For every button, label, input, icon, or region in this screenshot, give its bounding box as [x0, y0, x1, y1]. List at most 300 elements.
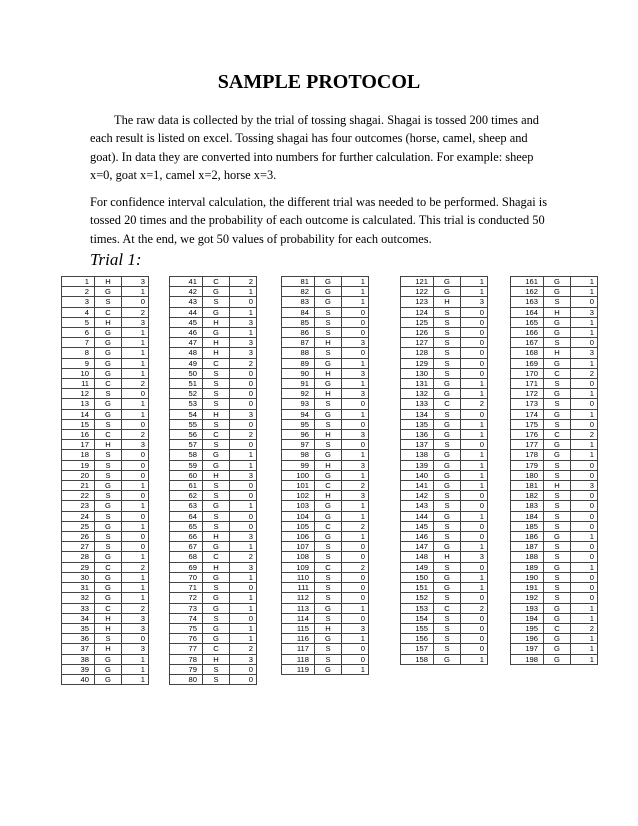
outcome-cell: S [544, 572, 571, 582]
outcome-cell: S [434, 368, 461, 378]
value-cell: 1 [122, 521, 149, 531]
table-row [401, 277, 488, 287]
value-cell: 1 [461, 450, 488, 460]
intro-line-4: x=0, goat x=1, camel x=2, horse x=3. [90, 167, 277, 182]
trial-number-cell: 66 [170, 532, 203, 542]
value-cell: 1 [571, 634, 598, 644]
trial-number-cell: 198 [511, 654, 544, 664]
value-cell: 1 [230, 572, 257, 582]
table-row [282, 623, 369, 633]
outcome-cell: G [315, 450, 342, 460]
outcome-cell: H [95, 613, 122, 623]
outcome-cell: G [544, 317, 571, 327]
data-table-5 [510, 276, 598, 665]
outcome-cell: S [95, 542, 122, 552]
outcome-cell: S [544, 552, 571, 562]
outcome-cell: G [434, 481, 461, 491]
table-row [170, 664, 257, 674]
value-cell: 0 [122, 634, 149, 644]
trial-number-cell: 92 [282, 389, 315, 399]
trial-number-cell: 190 [511, 572, 544, 582]
outcome-cell: G [544, 287, 571, 297]
table-row [62, 593, 149, 603]
trial-number-cell: 129 [401, 358, 434, 368]
trial-number-cell: 132 [401, 389, 434, 399]
outcome-cell: H [95, 440, 122, 450]
value-cell: 0 [571, 583, 598, 593]
intro-line-2: each result is listed on excel. Tossing shagai has four outcomes (horse, camel, sheep and [90, 131, 528, 146]
value-cell: 1 [342, 277, 369, 287]
outcome-cell: G [315, 297, 342, 307]
table-row [170, 450, 257, 460]
trial-number-cell: 145 [401, 521, 434, 531]
value-cell: 1 [122, 593, 149, 603]
outcome-cell: S [544, 542, 571, 552]
value-cell: 0 [342, 542, 369, 552]
table-row [511, 532, 598, 542]
table-row [170, 307, 257, 317]
value-cell: 0 [230, 481, 257, 491]
table-row [282, 511, 369, 521]
table-row [511, 562, 598, 572]
table-row [401, 409, 488, 419]
trial-number-cell: 72 [170, 593, 203, 603]
trial-number-cell: 192 [511, 593, 544, 603]
value-cell: 2 [122, 307, 149, 317]
outcome-cell: S [434, 613, 461, 623]
trial-number-cell: 135 [401, 419, 434, 429]
document-title: SAMPLE PROTOCOL [217, 71, 421, 93]
table-row [401, 348, 488, 358]
outcome-cell: S [434, 562, 461, 572]
value-cell: 0 [122, 419, 149, 429]
outcome-cell: H [203, 654, 230, 664]
trial-number-cell: 175 [511, 419, 544, 429]
table-row [511, 501, 598, 511]
trial-number-cell: 39 [62, 664, 95, 674]
table-row [401, 511, 488, 521]
trial-number-cell: 188 [511, 552, 544, 562]
value-cell: 0 [571, 399, 598, 409]
trial-number-cell: 148 [401, 552, 434, 562]
table-row [62, 409, 149, 419]
value-cell: 3 [122, 277, 149, 287]
trial-number-cell: 43 [170, 297, 203, 307]
table-row [511, 348, 598, 358]
outcome-cell: S [315, 317, 342, 327]
table-row [282, 358, 369, 368]
outcome-cell: G [95, 409, 122, 419]
table-row [282, 389, 369, 399]
trial-number-cell: 68 [170, 552, 203, 562]
trial-number-cell: 73 [170, 603, 203, 613]
outcome-cell: S [203, 297, 230, 307]
outcome-cell: S [315, 419, 342, 429]
value-cell: 0 [571, 379, 598, 389]
table-row [62, 450, 149, 460]
outcome-cell: G [315, 532, 342, 542]
outcome-cell: G [203, 328, 230, 338]
outcome-cell: S [203, 389, 230, 399]
outcome-cell: G [544, 532, 571, 542]
value-cell: 2 [230, 430, 257, 440]
outcome-cell: G [315, 379, 342, 389]
trial-number-cell: 161 [511, 277, 544, 287]
table-row [401, 654, 488, 664]
table-row [401, 379, 488, 389]
outcome-cell: S [544, 491, 571, 501]
table-row [62, 430, 149, 440]
trial-number-cell: 77 [170, 644, 203, 654]
table-row [282, 379, 369, 389]
table-row [282, 460, 369, 470]
value-cell: 2 [571, 623, 598, 633]
table-row [282, 409, 369, 419]
value-cell: 2 [342, 481, 369, 491]
outcome-cell: G [95, 287, 122, 297]
trial-number-cell: 12 [62, 389, 95, 399]
trial-number-cell: 93 [282, 399, 315, 409]
trial-number-cell: 149 [401, 562, 434, 572]
trial-number-cell: 123 [401, 297, 434, 307]
table-row [62, 562, 149, 572]
table-row [282, 542, 369, 552]
table-row [511, 379, 598, 389]
table-row [282, 348, 369, 358]
value-cell: 0 [461, 532, 488, 542]
value-cell: 1 [461, 572, 488, 582]
value-cell: 1 [230, 450, 257, 460]
outcome-cell: G [203, 634, 230, 644]
outcome-cell: S [315, 572, 342, 582]
trial-number-cell: 18 [62, 450, 95, 460]
outcome-cell: S [544, 419, 571, 429]
value-cell: 1 [122, 552, 149, 562]
trial-number-cell: 126 [401, 328, 434, 338]
value-cell: 0 [230, 440, 257, 450]
table-row [282, 368, 369, 378]
value-cell: 3 [122, 317, 149, 327]
outcome-cell: H [434, 552, 461, 562]
table-row [282, 470, 369, 480]
table-row [170, 583, 257, 593]
trial-number-cell: 91 [282, 379, 315, 389]
trial-number-cell: 1 [62, 277, 95, 287]
value-cell: 1 [342, 287, 369, 297]
outcome-cell: C [203, 277, 230, 287]
table-row [62, 470, 149, 480]
table-row [282, 501, 369, 511]
value-cell: 2 [342, 521, 369, 531]
table-row [282, 399, 369, 409]
trial-number-cell: 32 [62, 593, 95, 603]
table-row [170, 338, 257, 348]
outcome-cell: H [315, 430, 342, 440]
value-cell: 0 [230, 521, 257, 531]
value-cell: 1 [230, 634, 257, 644]
value-cell: 0 [230, 389, 257, 399]
table-row [62, 491, 149, 501]
value-cell: 0 [461, 317, 488, 327]
table-row [401, 644, 488, 654]
value-cell: 1 [571, 409, 598, 419]
table-row [62, 583, 149, 593]
outcome-cell: G [315, 287, 342, 297]
value-cell: 0 [122, 460, 149, 470]
data-table-1 [61, 276, 149, 685]
outcome-cell: H [203, 409, 230, 419]
trial-number-cell: 186 [511, 532, 544, 542]
table-row [401, 358, 488, 368]
table-row [62, 603, 149, 613]
trial-number-cell: 55 [170, 419, 203, 429]
table-row [62, 368, 149, 378]
table-row [401, 287, 488, 297]
value-cell: 0 [461, 634, 488, 644]
outcome-cell: G [434, 460, 461, 470]
table-row [62, 664, 149, 674]
trial-number-cell: 60 [170, 470, 203, 480]
value-cell: 3 [461, 552, 488, 562]
table-row [511, 613, 598, 623]
table-row [511, 603, 598, 613]
outcome-cell: C [95, 603, 122, 613]
trial-number-cell: 142 [401, 491, 434, 501]
value-cell: 1 [571, 440, 598, 450]
table-row [170, 348, 257, 358]
trial-number-cell: 57 [170, 440, 203, 450]
value-cell: 0 [342, 440, 369, 450]
table-row [62, 654, 149, 664]
table-row [62, 440, 149, 450]
outcome-cell: S [315, 399, 342, 409]
trial-number-cell: 124 [401, 307, 434, 317]
value-cell: 3 [571, 481, 598, 491]
value-cell: 0 [230, 583, 257, 593]
trial-number-cell: 96 [282, 430, 315, 440]
table-row [170, 430, 257, 440]
trial-number-cell: 109 [282, 562, 315, 572]
table-row [401, 481, 488, 491]
trial-number-cell: 54 [170, 409, 203, 419]
trial-number-cell: 81 [282, 277, 315, 287]
outcome-cell: C [95, 379, 122, 389]
outcome-cell: C [544, 430, 571, 440]
outcome-cell: G [95, 368, 122, 378]
trial-number-cell: 119 [282, 664, 315, 674]
outcome-cell: H [544, 481, 571, 491]
trial-number-cell: 48 [170, 348, 203, 358]
outcome-cell: S [434, 348, 461, 358]
value-cell: 1 [342, 511, 369, 521]
value-cell: 3 [571, 307, 598, 317]
table-row [282, 634, 369, 644]
outcome-cell: H [544, 307, 571, 317]
trial-number-cell: 61 [170, 481, 203, 491]
table-row [62, 389, 149, 399]
value-cell: 0 [461, 358, 488, 368]
value-cell: 0 [461, 368, 488, 378]
table-row [282, 440, 369, 450]
value-cell: 2 [571, 368, 598, 378]
table-row [401, 634, 488, 644]
trial-number-cell: 166 [511, 328, 544, 338]
outcome-cell: S [434, 328, 461, 338]
trial-number-cell: 89 [282, 358, 315, 368]
trial-number-cell: 195 [511, 623, 544, 633]
value-cell: 3 [342, 491, 369, 501]
table-row [282, 572, 369, 582]
trial-number-cell: 181 [511, 481, 544, 491]
outcome-cell: G [434, 450, 461, 460]
outcome-cell: G [95, 501, 122, 511]
trial-number-cell: 107 [282, 542, 315, 552]
table-row [282, 583, 369, 593]
outcome-cell: G [544, 277, 571, 287]
value-cell: 3 [342, 389, 369, 399]
outcome-cell: S [95, 532, 122, 542]
outcome-cell: G [203, 450, 230, 460]
outcome-cell: S [95, 491, 122, 501]
trial-number-cell: 83 [282, 297, 315, 307]
trial-number-cell: 5 [62, 317, 95, 327]
value-cell: 3 [230, 338, 257, 348]
value-cell: 3 [342, 430, 369, 440]
trial-number-cell: 64 [170, 511, 203, 521]
trial-number-cell: 185 [511, 521, 544, 531]
table-row [170, 287, 257, 297]
trial-number-cell: 137 [401, 440, 434, 450]
table-row [170, 511, 257, 521]
value-cell: 0 [230, 399, 257, 409]
outcome-cell: S [203, 399, 230, 409]
trial-number-cell: 174 [511, 409, 544, 419]
value-cell: 0 [571, 552, 598, 562]
value-cell: 1 [571, 328, 598, 338]
outcome-cell: G [315, 603, 342, 613]
trial-number-cell: 40 [62, 674, 95, 684]
value-cell: 1 [571, 562, 598, 572]
table-row [62, 481, 149, 491]
outcome-cell: C [315, 481, 342, 491]
outcome-cell: G [95, 358, 122, 368]
outcome-cell: G [315, 470, 342, 480]
outcome-cell: S [315, 654, 342, 664]
table-row [170, 532, 257, 542]
table-row [62, 501, 149, 511]
outcome-cell: G [203, 287, 230, 297]
table-row [511, 399, 598, 409]
outcome-cell: G [434, 583, 461, 593]
outcome-cell: S [434, 338, 461, 348]
table-row [282, 664, 369, 674]
value-cell: 2 [342, 562, 369, 572]
value-cell: 1 [461, 481, 488, 491]
outcome-cell: G [434, 419, 461, 429]
table-row [62, 613, 149, 623]
table-row [62, 338, 149, 348]
table-row [170, 644, 257, 654]
outcome-cell: S [434, 409, 461, 419]
table-row [62, 328, 149, 338]
outcome-cell: G [315, 409, 342, 419]
trial-number-cell: 103 [282, 501, 315, 511]
value-cell: 0 [342, 644, 369, 654]
trial-number-cell: 7 [62, 338, 95, 348]
trial-number-cell: 97 [282, 440, 315, 450]
trial-number-cell: 76 [170, 634, 203, 644]
table-row [511, 654, 598, 664]
table-row [62, 277, 149, 287]
outcome-cell: H [315, 491, 342, 501]
table-row [511, 328, 598, 338]
outcome-cell: S [434, 521, 461, 531]
trial-number-cell: 16 [62, 430, 95, 440]
value-cell: 0 [230, 674, 257, 684]
value-cell: 1 [122, 399, 149, 409]
outcome-cell: H [315, 623, 342, 633]
outcome-cell: S [95, 389, 122, 399]
value-cell: 0 [122, 389, 149, 399]
outcome-cell: G [95, 654, 122, 664]
trial-number-cell: 138 [401, 450, 434, 460]
table-row [401, 450, 488, 460]
trial-number-cell: 84 [282, 307, 315, 317]
outcome-cell: G [544, 644, 571, 654]
trial-number-cell: 139 [401, 460, 434, 470]
trial-number-cell: 171 [511, 379, 544, 389]
table-row [170, 460, 257, 470]
table-row [401, 328, 488, 338]
value-cell: 0 [122, 542, 149, 552]
trial-number-cell: 28 [62, 552, 95, 562]
trial-number-cell: 41 [170, 277, 203, 287]
trial-number-cell: 162 [511, 287, 544, 297]
intro-line-1: The raw data is collected by the trial of tossing shagai. Shagai is tossed 200 times and [114, 113, 539, 127]
value-cell: 0 [461, 409, 488, 419]
table-row [282, 532, 369, 542]
table-row [401, 501, 488, 511]
trial-number-cell: 67 [170, 542, 203, 552]
value-cell: 0 [342, 654, 369, 664]
outcome-cell: S [544, 460, 571, 470]
outcome-cell: G [544, 440, 571, 450]
value-cell: 0 [122, 491, 149, 501]
table-row [401, 399, 488, 409]
data-table-4 [400, 276, 488, 665]
table-row [62, 521, 149, 531]
trial-number-cell: 45 [170, 317, 203, 327]
outcome-cell: G [95, 338, 122, 348]
trial-number-cell: 36 [62, 634, 95, 644]
value-cell: 3 [122, 644, 149, 654]
table-row [511, 277, 598, 287]
trial-number-cell: 2 [62, 287, 95, 297]
value-cell: 1 [571, 287, 598, 297]
trial-number-cell: 143 [401, 501, 434, 511]
trial-number-cell: 49 [170, 358, 203, 368]
outcome-cell: G [203, 593, 230, 603]
value-cell: 0 [230, 297, 257, 307]
trial-number-cell: 22 [62, 491, 95, 501]
value-cell: 1 [342, 450, 369, 460]
outcome-cell: S [95, 460, 122, 470]
trial-number-cell: 38 [62, 654, 95, 664]
outcome-cell: S [315, 440, 342, 450]
table-row [62, 419, 149, 429]
trial-number-cell: 10 [62, 368, 95, 378]
value-cell: 1 [342, 501, 369, 511]
